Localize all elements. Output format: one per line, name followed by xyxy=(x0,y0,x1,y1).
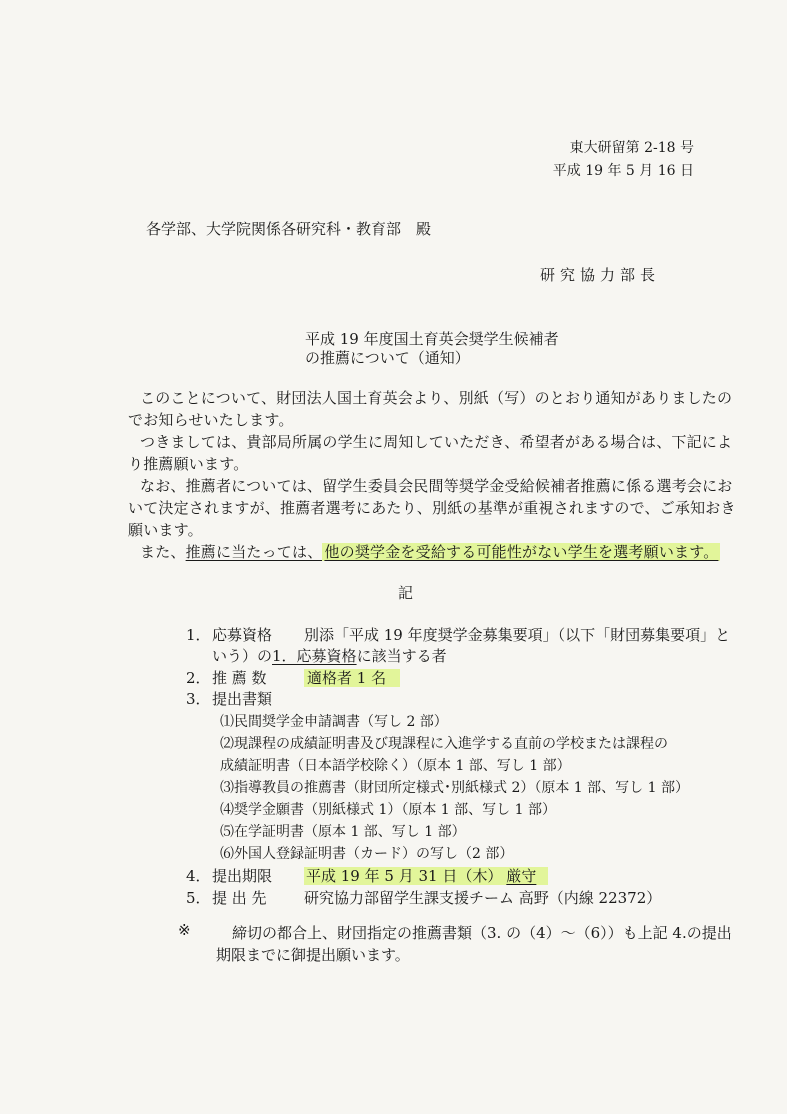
note-mark: ※ xyxy=(178,921,191,939)
paragraph-1-line-2: でお知らせいたします。 xyxy=(128,411,294,429)
title-line-2: の推薦について（通知） xyxy=(305,349,470,367)
item-3-sub-3: ⑶指導教員の推薦書（財団所定様式･別紙様式 2）（原本 1 部、写し 1 部） xyxy=(220,780,689,796)
note-line-1: 締切の都合上、財団指定の推薦書類（3. の（4）～（6））も上記 4.の提出 xyxy=(232,924,732,942)
item-1-label: 応募資格 xyxy=(212,626,273,644)
item-3-sub-5: ⑸在学証明書（原本 1 部、写し 1 部） xyxy=(220,824,466,840)
paragraph-2-line-2: り推薦願います。 xyxy=(128,455,249,473)
item-4-deadline: 平成 19 年 5 月 31 日（木） xyxy=(306,867,503,885)
item-4-strict: 厳守 xyxy=(504,867,548,885)
item-2-number: 2． xyxy=(186,669,211,687)
item-3 xyxy=(186,688,304,709)
paragraph-4 xyxy=(140,541,720,562)
paragraph-3-line-2: いて決定されますが、推薦者選考にあたり、別紙の基準が重視されますので、ご承知おき xyxy=(128,499,736,517)
item-3-label: 提出書類 xyxy=(212,690,273,708)
paragraph-2-line-1: つきましては、貴部局所属の学生に周知していただき、希望者がある場合は、下記によ xyxy=(140,433,733,451)
item-5 xyxy=(186,887,661,908)
item-3-sub-6: ⑹外国人登録証明書（カード）の写し（2 部） xyxy=(220,846,514,862)
item-2-value: 適格者 1 名 xyxy=(304,669,400,687)
item-1-line-2-suffix: に該当する者 xyxy=(356,647,447,665)
item-1-line-2-underlined: 1．応募資格 xyxy=(272,647,357,665)
item-3-sub-2-line-2: 成績証明書（日本語学校除く）（原本 1 部、写し 1 部） xyxy=(220,758,571,774)
item-5-value: 研究協力部留学生課支援チーム 高野（内線 22372） xyxy=(304,889,662,907)
item-3-sub-1: ⑴民間奨学金申請調書（写し 2 部） xyxy=(220,714,448,730)
item-3-number: 3． xyxy=(186,690,211,708)
item-4 xyxy=(186,865,548,886)
item-3-sub-4: ⑷奨学金願書（別紙様式 1）（原本 1 部、写し 1 部） xyxy=(220,802,556,818)
paragraph-4-highlighted: 他の奨学金を受給する可能性がない学生を選考願います。 xyxy=(324,543,719,561)
paragraph-3-line-3: 願います。 xyxy=(128,521,203,539)
title-line-1: 平成 19 年度国土育英会奨学生候補者 xyxy=(305,330,559,348)
item-5-label: 提 出 先 xyxy=(212,889,267,907)
document-number: 東大研留第 2-18 号 xyxy=(569,140,694,156)
item-2 xyxy=(186,667,400,688)
item-4-number: 4． xyxy=(186,867,211,885)
item-1-number: 1． xyxy=(186,626,211,644)
item-1-line-2-prefix: いう）の xyxy=(212,647,273,665)
paragraph-3-line-1: なお、推薦者については、留学生委員会民間等奨学金受給候補者推薦に係る選考会にお xyxy=(140,477,733,495)
item-2-label: 推 薦 数 xyxy=(212,669,267,687)
item-4-label: 提出期限 xyxy=(212,867,273,885)
item-3-sub-2-line-1: ⑵現課程の成績証明書及び現課程に入進学する直前の学校または課程の xyxy=(220,736,668,752)
item-5-number: 5． xyxy=(186,889,211,907)
paragraph-4-underlined: 推薦に当たっては、 xyxy=(185,543,323,561)
item-1-text: 別添「平成 19 年度奨学金募集要項」（以下「財団募集要項」と xyxy=(304,626,731,644)
note-line-2: 期限までに御提出願います。 xyxy=(216,946,410,964)
document-date: 平成 19 年 5 月 16 日 xyxy=(552,163,694,179)
paragraph-4-prefix: また、 xyxy=(140,543,186,561)
item-1-line-2 xyxy=(212,645,447,666)
addressee: 各学部、大学院関係各研究科・教育部 殿 xyxy=(146,220,432,238)
sender: 研究協力部長 xyxy=(540,266,661,284)
paragraph-1-line-1: このことについて、財団法人国土育英会より、別紙（写）のとおり通知がありましたの xyxy=(140,389,733,407)
item-1 xyxy=(186,624,730,645)
ki-heading: 記 xyxy=(398,584,414,602)
